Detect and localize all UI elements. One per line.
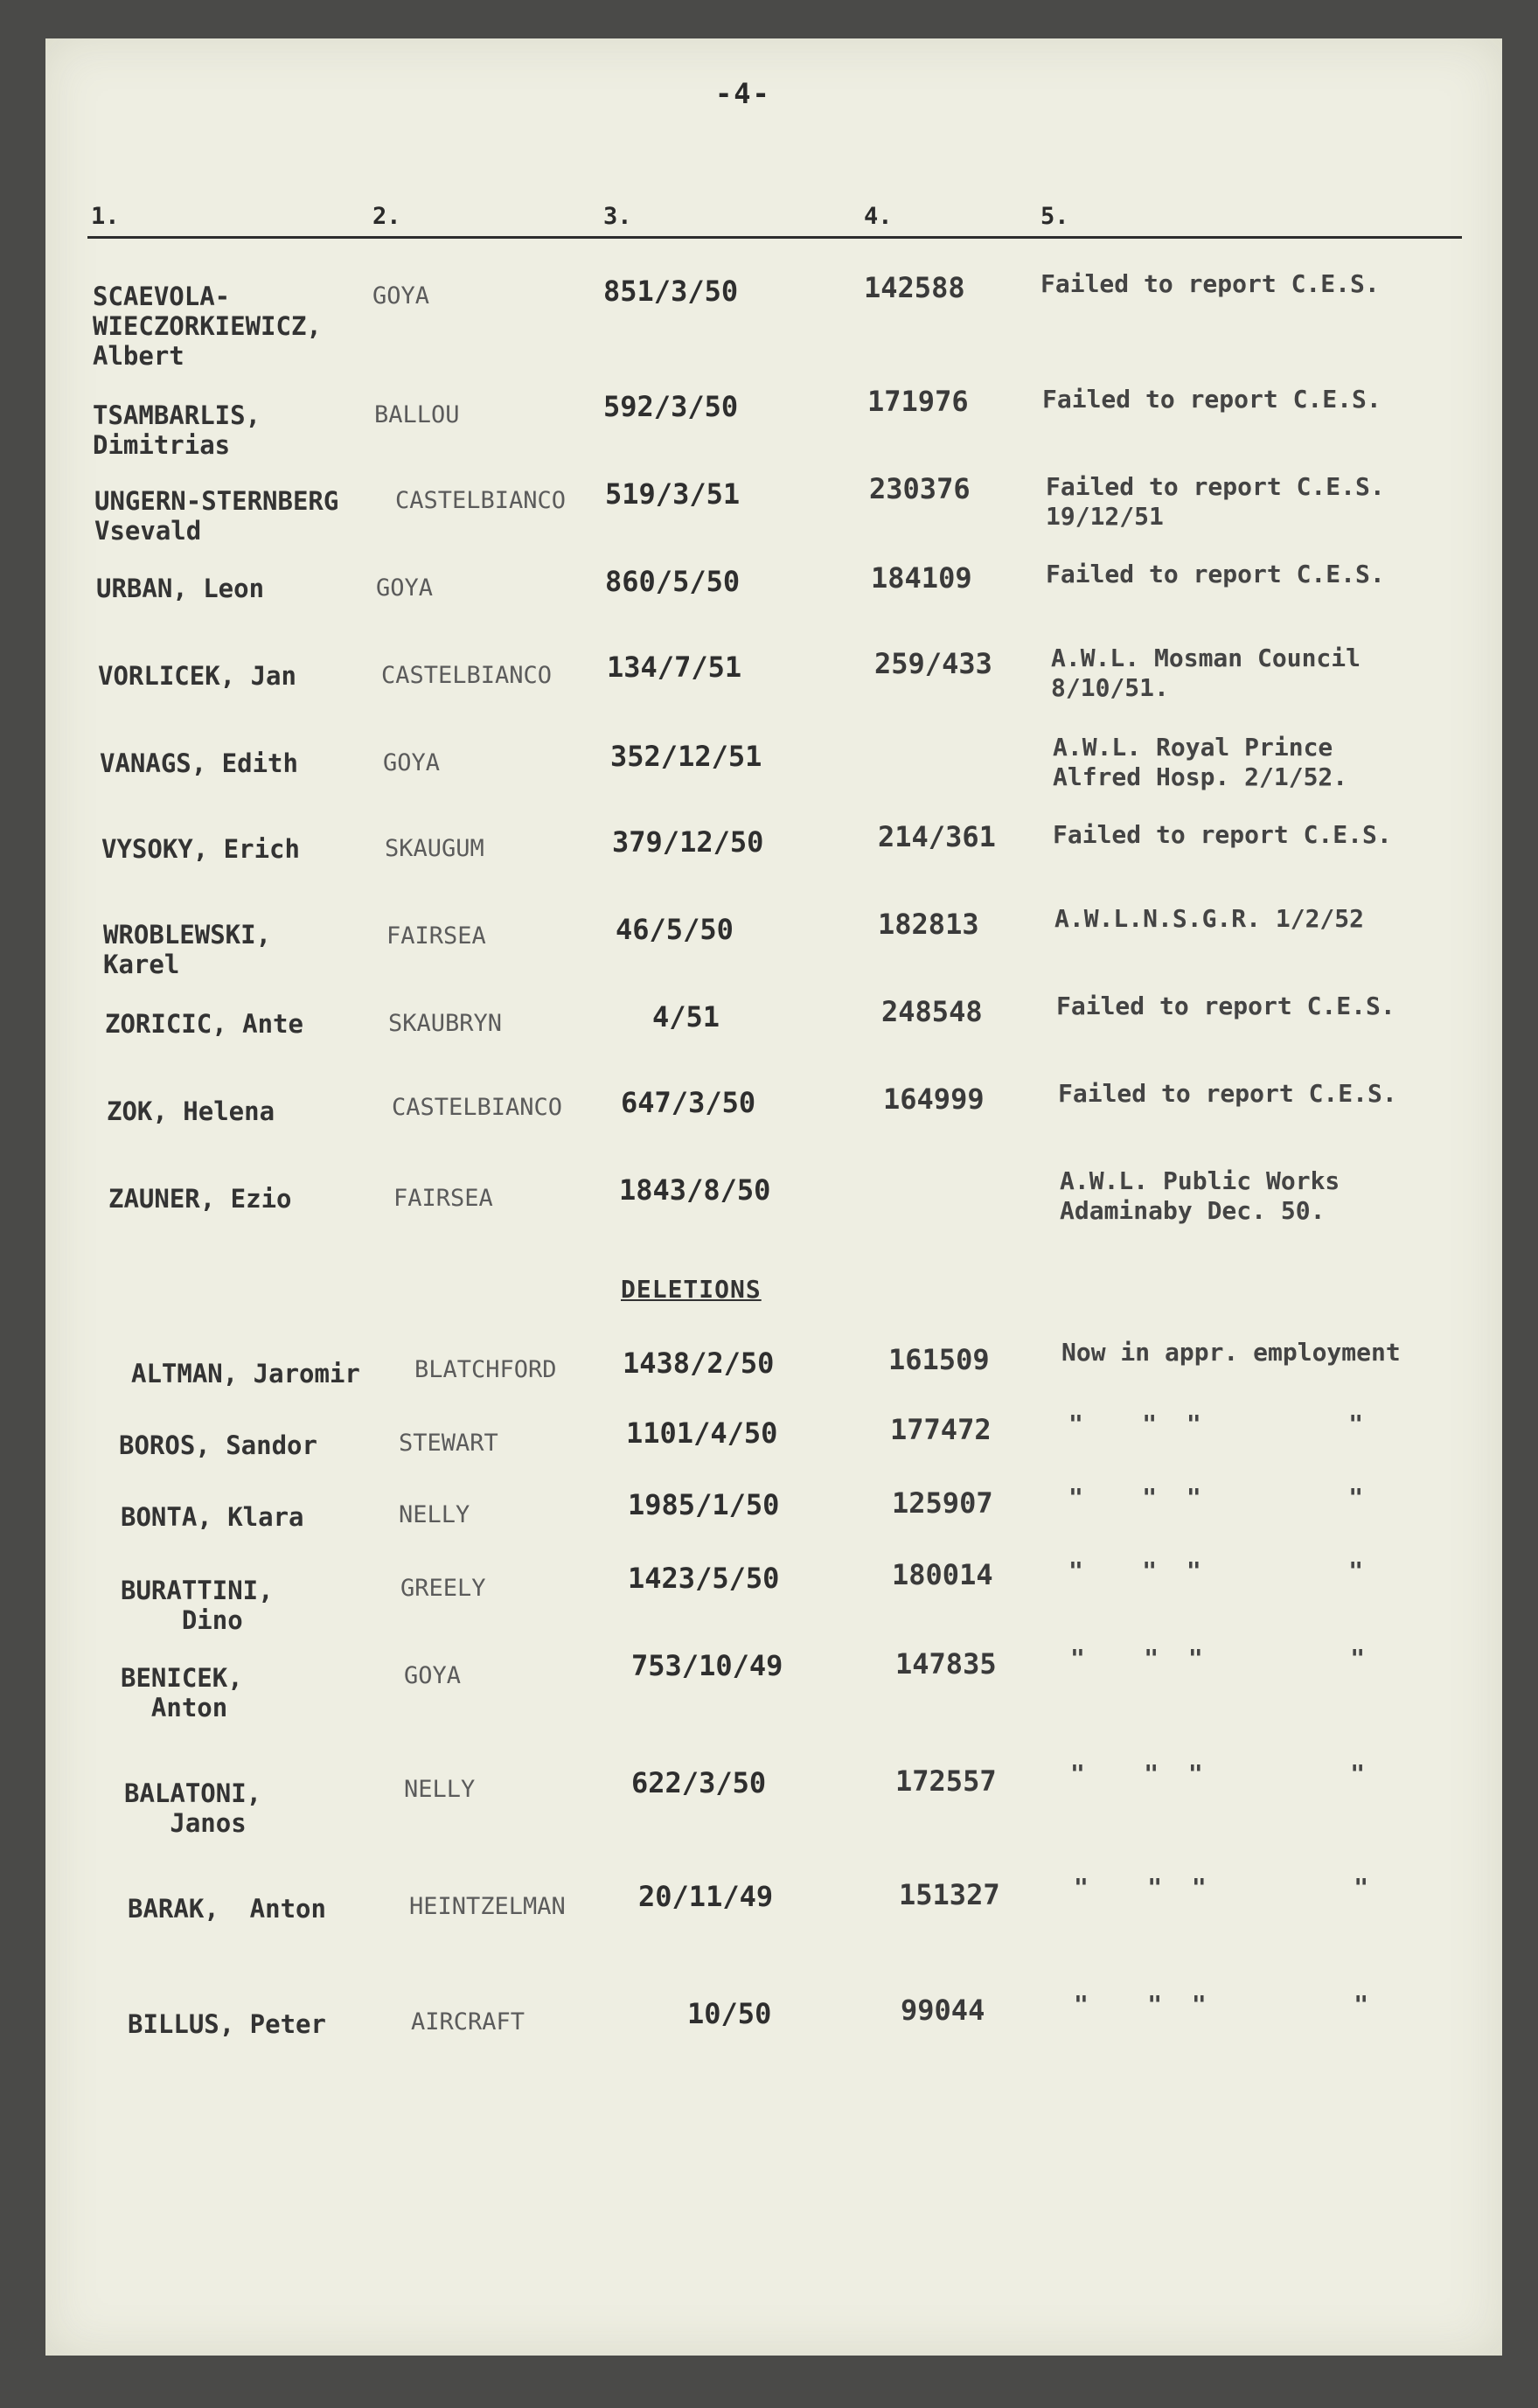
deletion-ref: 1438/2/50 — [623, 1347, 775, 1380]
deletion-number: 147835 — [895, 1647, 997, 1681]
row-name: TSAMBARLIS, Dimitrias — [93, 400, 261, 460]
row-name: ZAUNER, Ezio — [108, 1184, 292, 1214]
deletion-number: 180014 — [892, 1558, 993, 1591]
row-ship: BALLOU — [374, 401, 460, 428]
row-name: ZORICIC, Ante — [105, 1009, 303, 1039]
row-remark: Failed to report C.E.S. — [1056, 992, 1395, 1020]
row-ref: 519/3/51 — [605, 477, 741, 511]
row-name: SCAEVOLA- WIECZORKIEWICZ, Albert — [93, 282, 322, 371]
row-remark: Failed to report C.E.S. — [1040, 269, 1380, 298]
column-header-3: 3. — [603, 203, 632, 230]
row-number: 259/433 — [874, 647, 992, 680]
row-number: 142588 — [864, 271, 965, 304]
row-ship: CASTELBIANCO — [381, 662, 553, 689]
deletion-remark: " " " " — [1068, 1483, 1364, 1512]
row-name: URBAN, Leon — [96, 574, 265, 603]
deletion-remark: " " " " — [1074, 1873, 1369, 1902]
row-number: 164999 — [883, 1082, 985, 1116]
row-name: VORLICEK, Jan — [98, 661, 296, 691]
row-number: 182813 — [878, 908, 979, 941]
row-ref: 379/12/50 — [612, 825, 764, 859]
row-ref: 592/3/50 — [603, 390, 739, 423]
page-number: -4- — [715, 77, 771, 110]
deletions-heading: DELETIONS — [621, 1275, 762, 1304]
row-name: VANAGS, Edith — [100, 748, 298, 778]
deletion-ref: 753/10/49 — [631, 1649, 783, 1682]
deletion-name: ALTMAN, Jaromir — [131, 1359, 360, 1388]
row-remark: Failed to report C.E.S. — [1042, 385, 1381, 414]
row-ship: FAIRSEA — [386, 922, 486, 950]
deletion-number: 99044 — [901, 1994, 985, 2027]
deletion-remark: " " " " — [1068, 1556, 1364, 1585]
deletion-number: 161509 — [888, 1343, 990, 1376]
row-ship: CASTELBIANCO — [395, 487, 567, 514]
row-ref: 46/5/50 — [616, 913, 734, 946]
deletion-ref: 10/50 — [687, 1997, 772, 2030]
row-name: WROBLEWSKI, Karel — [103, 920, 272, 979]
row-name: UNGERN-STERNBERG Vsevald — [94, 486, 339, 546]
deletion-remark: " " " " — [1074, 1990, 1369, 2019]
deletion-name: BARAK, Anton — [128, 1894, 326, 1924]
deletion-number: 177472 — [890, 1413, 992, 1446]
deletion-ship: AIRCRAFT — [411, 2008, 525, 2036]
deletion-ref: 622/3/50 — [631, 1766, 767, 1799]
column-header-2: 2. — [372, 203, 401, 230]
deletion-name: BOROS, Sandor — [119, 1430, 317, 1460]
row-ship: GOYA — [383, 749, 441, 776]
deletion-ship: GOYA — [404, 1662, 462, 1689]
deletion-remark: " " " " — [1070, 1644, 1366, 1673]
row-number: 171976 — [867, 385, 969, 418]
row-ref: 860/5/50 — [605, 565, 741, 598]
row-ref: 851/3/50 — [603, 275, 739, 308]
row-ref: 4/51 — [652, 1000, 720, 1033]
row-remark: Failed to report C.E.S. — [1053, 820, 1392, 849]
deletion-number: 151327 — [899, 1878, 1000, 1911]
deletion-name: BILLUS, Peter — [128, 2009, 326, 2039]
deletion-remark: " " " " — [1070, 1759, 1366, 1788]
row-number: 214/361 — [878, 820, 996, 853]
deletion-ship: NELLY — [404, 1776, 476, 1803]
deletion-ship: GREELY — [400, 1575, 486, 1602]
row-remark: A.W.L. Public Works Adaminaby Dec. 50. — [1060, 1166, 1340, 1225]
row-ship: FAIRSEA — [393, 1185, 493, 1212]
row-name: ZOK, Helena — [107, 1096, 275, 1126]
row-ship: SKAUBRYN — [388, 1010, 503, 1037]
row-ref: 352/12/51 — [610, 740, 762, 773]
row-remark: A.W.L.N.S.G.R. 1/2/52 — [1054, 904, 1365, 933]
deletion-name: BURATTINI, Dino — [121, 1576, 274, 1635]
row-remark: Failed to report C.E.S. — [1058, 1079, 1397, 1108]
deletion-ship: STEWART — [399, 1430, 498, 1457]
row-remark: Failed to report C.E.S. — [1046, 560, 1385, 588]
deletion-ref: 1423/5/50 — [628, 1562, 780, 1595]
row-number: 184109 — [871, 561, 972, 595]
deletion-ref: 20/11/49 — [638, 1880, 774, 1913]
deletion-ref: 1101/4/50 — [626, 1416, 778, 1450]
row-remark: A.W.L. Mosman Council 8/10/51. — [1051, 644, 1361, 702]
deletion-name: BONTA, Klara — [121, 1502, 304, 1532]
row-number: 248548 — [881, 995, 983, 1028]
row-remark: Failed to report C.E.S. 19/12/51 — [1046, 472, 1385, 531]
deletion-remark: " " " " — [1068, 1409, 1364, 1438]
deletion-number: 172557 — [895, 1764, 997, 1798]
column-header-5: 5. — [1040, 203, 1069, 230]
row-name: VYSOKY, Erich — [101, 834, 300, 864]
row-ref: 134/7/51 — [607, 651, 742, 684]
row-ship: SKAUGUM — [385, 835, 484, 862]
column-header-1: 1. — [91, 203, 120, 230]
deletion-ship: NELLY — [399, 1501, 470, 1528]
row-ship: GOYA — [372, 282, 430, 310]
row-number: 230376 — [869, 472, 971, 505]
deletion-name: BENICEK, Anton — [121, 1663, 243, 1722]
deletion-ship: HEINTZELMAN — [409, 1893, 566, 1920]
deletion-number: 125907 — [892, 1486, 993, 1520]
row-ref: 647/3/50 — [621, 1086, 756, 1119]
row-remark: A.W.L. Royal Prince Alfred Hosp. 2/1/52. — [1053, 733, 1348, 791]
row-ship: GOYA — [376, 574, 434, 602]
header-rule — [87, 236, 1462, 239]
deletion-ref: 1985/1/50 — [628, 1488, 780, 1521]
deletion-ship: BLATCHFORD — [414, 1356, 557, 1383]
column-header-4: 4. — [864, 203, 893, 230]
row-ship: CASTELBIANCO — [392, 1094, 563, 1121]
row-ref: 1843/8/50 — [619, 1173, 771, 1207]
deletion-remark: Now in appr. employment — [1061, 1338, 1401, 1367]
deletion-name: BALATONI, Janos — [124, 1778, 262, 1838]
